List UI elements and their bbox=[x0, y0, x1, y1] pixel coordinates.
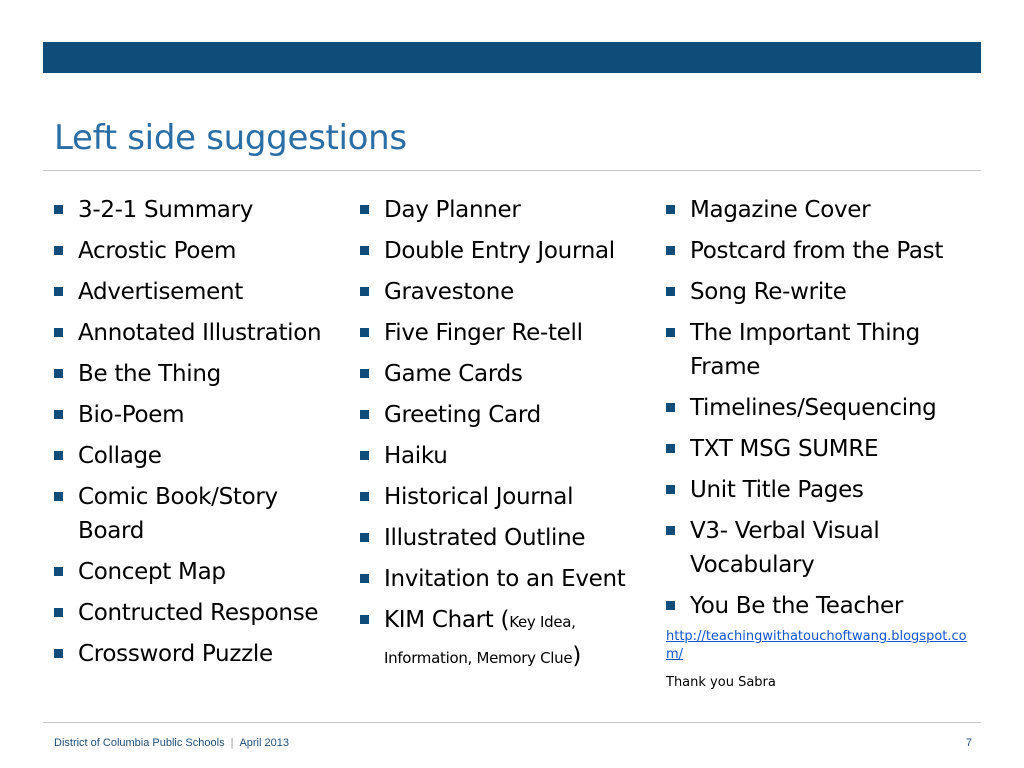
square-bullet-icon bbox=[54, 451, 63, 460]
list-item: TXT MSG SUMRE bbox=[666, 432, 981, 466]
square-bullet-icon bbox=[54, 287, 63, 296]
square-bullet-icon bbox=[54, 410, 63, 419]
page-number: 7 bbox=[965, 737, 972, 749]
square-bullet-icon bbox=[360, 492, 369, 501]
column-1-list bbox=[54, 193, 344, 678]
square-bullet-icon bbox=[360, 574, 369, 583]
square-bullet-icon bbox=[360, 205, 369, 214]
list-item: Acrostic Poem bbox=[54, 234, 344, 268]
square-bullet-icon bbox=[54, 608, 63, 617]
square-bullet-icon bbox=[666, 485, 675, 494]
list-item: Five Finger Re-tell bbox=[360, 316, 650, 350]
list-item: V3- Verbal Visual Vocabulary bbox=[666, 514, 981, 582]
square-bullet-icon bbox=[666, 601, 675, 610]
footer-date: April 2013 bbox=[239, 737, 289, 749]
footer bbox=[54, 737, 289, 749]
square-bullet-icon bbox=[666, 287, 675, 296]
list-item: Double Entry Journal bbox=[360, 234, 650, 268]
list-item: Day Planner bbox=[360, 193, 650, 227]
list-item: Game Cards bbox=[360, 357, 650, 391]
square-bullet-icon bbox=[360, 410, 369, 419]
list-item: Collage bbox=[54, 439, 344, 473]
square-bullet-icon bbox=[54, 492, 63, 501]
list-item: Comic Book/Story Board bbox=[54, 480, 344, 548]
list-item: 3-2-1 Summary bbox=[54, 193, 344, 227]
list-item: Bio-Poem bbox=[54, 398, 344, 432]
list-item: Crossword Puzzle bbox=[54, 637, 344, 671]
square-bullet-icon bbox=[54, 649, 63, 658]
square-bullet-icon bbox=[54, 246, 63, 255]
list-item: Be the Thing bbox=[54, 357, 344, 391]
square-bullet-icon bbox=[54, 567, 63, 576]
blog-link[interactable]: http://teachingwithatouchoftwang.blogspot.com/ bbox=[666, 629, 967, 662]
footer-separator: | bbox=[230, 737, 234, 749]
list-item: Song Re-write bbox=[666, 275, 981, 309]
square-bullet-icon bbox=[666, 444, 675, 453]
square-bullet-icon bbox=[360, 533, 369, 542]
footer-org: District of Columbia Public Schools bbox=[54, 737, 225, 749]
list-item: Haiku bbox=[360, 439, 650, 473]
square-bullet-icon bbox=[666, 403, 675, 412]
list-item: Greeting Card bbox=[360, 398, 650, 432]
square-bullet-icon bbox=[666, 526, 675, 535]
list-item: Illustrated Outline bbox=[360, 521, 650, 555]
header-bar bbox=[43, 42, 981, 73]
column-3-list bbox=[666, 193, 981, 630]
thanks-note: Thank you Sabra bbox=[666, 675, 776, 690]
list-item: Contructed Response bbox=[54, 596, 344, 630]
square-bullet-icon bbox=[360, 451, 369, 460]
square-bullet-icon bbox=[54, 328, 63, 337]
list-item: Gravestone bbox=[360, 275, 650, 309]
column-2-list bbox=[360, 193, 650, 682]
square-bullet-icon bbox=[54, 369, 63, 378]
square-bullet-icon bbox=[666, 205, 675, 214]
square-bullet-icon bbox=[666, 328, 675, 337]
list-item: You Be the Teacher bbox=[666, 589, 981, 623]
list-item: Advertisement bbox=[54, 275, 344, 309]
square-bullet-icon bbox=[54, 205, 63, 214]
list-item: Postcard from the Past bbox=[666, 234, 981, 268]
square-bullet-icon bbox=[360, 369, 369, 378]
list-item: Timelines/Sequencing bbox=[666, 391, 981, 425]
footer-divider bbox=[43, 722, 981, 723]
title-divider bbox=[43, 170, 981, 171]
list-item: The Important Thing Frame bbox=[666, 316, 981, 384]
list-item: Magazine Cover bbox=[666, 193, 981, 227]
square-bullet-icon bbox=[666, 246, 675, 255]
slide-title: Left side suggestions bbox=[54, 118, 407, 158]
list-item: Invitation to an Event bbox=[360, 562, 650, 596]
square-bullet-icon bbox=[360, 328, 369, 337]
square-bullet-icon bbox=[360, 615, 369, 624]
list-item: Annotated Illustration bbox=[54, 316, 344, 350]
list-item: Concept Map bbox=[54, 555, 344, 589]
list-item-kim-chart: KIM Chart (Key Idea, Information, Memory Clue) bbox=[360, 603, 650, 675]
list-item: Historical Journal bbox=[360, 480, 650, 514]
list-item: Unit Title Pages bbox=[666, 473, 981, 507]
square-bullet-icon bbox=[360, 287, 369, 296]
square-bullet-icon bbox=[360, 246, 369, 255]
